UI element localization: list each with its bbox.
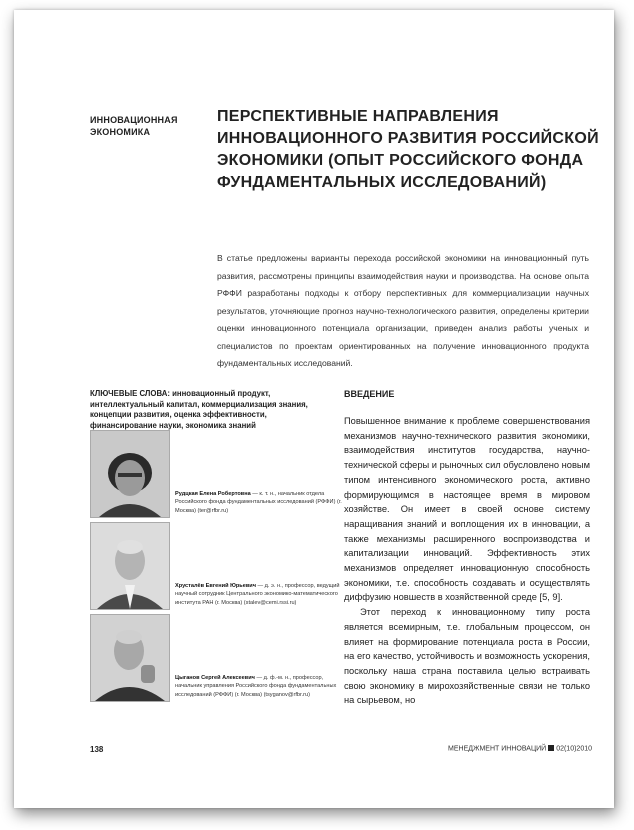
author-photo: [90, 614, 170, 702]
author-portrait-icon: [91, 431, 169, 517]
keywords-label: КЛЮЧЕВЫЕ СЛОВА:: [90, 389, 170, 398]
author-photo: [90, 522, 170, 610]
article-title: ПЕРСПЕКТИВНЫЕ НАПРАВЛЕНИЯ ИННОВАЦИОННОГО РАЗВИТИЯ РОССИЙСКОЙ ЭКОНОМИКИ (ОПЫТ РОССИЙСКОГО ФОНДА ФУНДАМЕНТАЛЬНЫХ ИССЛЕДОВАНИЙ): [217, 108, 599, 191]
journal-footer: [448, 745, 592, 753]
journal-name: МЕНЕДЖМЕНТ ИННОВАЦИЙ: [448, 745, 547, 753]
section-tag: ИННОВАЦИОННАЯ ЭКОНОМИКА: [90, 115, 178, 137]
author-details: — к. т. н., начальник отдела Российского фонда фундаментальных исследований (РФФИ) (г. Москва) (ter@rfbr.ru): [175, 490, 342, 515]
paragraph: Этот переход к инновационному типу роста является всемирным, т.е. глобальным процессом, он влияет на формирование потенциала роста в России, на его качество, устойчивость и возможность ускорения, поскольку наша страна поставила целью встраивать свою экономику в мирохозяйственные связи не только на сырьевом, но: [344, 607, 590, 706]
author-card: [90, 614, 345, 702]
abstract: В статье предложены варианты перехода российской экономики на инновационный путь развития, рассмотрены принципы взаимодействия науки и производства. На основе опыта РФФИ разработаны подходы к отбору перспективных для коммерциализации научных результатов, уточняющие прогноз научно-технологического развития, определены критерии оценки инновационного потенциала организации, приведен анализ работы ученых и специалистов по проектам ориентированных на получение инновационного продукта фундаментальных исследований.: [217, 253, 589, 368]
journal-issue: 02(10)2010: [556, 745, 592, 753]
square-icon: [548, 745, 554, 751]
author-info: [175, 582, 345, 608]
journal-page: [14, 10, 614, 808]
paragraph: Повышенное внимание к проблеме совершенствования механизмов научно-технического развития экономики, взаимодействия институтов государства, научно-технической сферы и рыночных сил обусловлено новым типом интенсивного экономического роста, активно формирующимся в настоящее время в мировом хозяйстве. Он имеет в своей основе систему наращивания знаний и воплощения их в инновации, а также механизмы расширенного воспроизводства и капитализации инноваций. Эффективность этих механизмов определяет инновационную способность экономики, т.е. способность создавать и осуществлять диффузию новшеств в хозяйственной среде [5, 9].: [344, 416, 590, 603]
author-name: Цыганов Сергей Алексеевич: [175, 674, 255, 681]
section-heading: ВВЕДЕНИЕ: [344, 389, 395, 399]
keywords: [90, 389, 330, 431]
author-card: [90, 430, 345, 518]
author-name: Рудцкая Елена Робертовна: [175, 490, 251, 497]
author-details: — д. ф.-м. н., профессор, начальник управления Российского фонда фундаментальных исследований (РФФИ) (г. Москва) (tsyganov@rfbr.ru): [175, 674, 337, 699]
author-info: [175, 674, 345, 700]
author-details: — д. э. н., профессор, ведущий научный сотрудник Центрального экономико-математического института РАН (г. Москва) (stalev@cemi.rssi.ru): [175, 582, 340, 607]
body-text: [344, 414, 590, 708]
author-portrait-icon: [91, 523, 169, 609]
author-info: [175, 490, 345, 516]
author-portrait-icon: [91, 615, 169, 701]
author-photo: [90, 430, 170, 518]
author-card: [90, 522, 345, 610]
keywords-text: инновационный продукт, интеллектуальный капитал, коммерциализация знания, концепции развития, оценка эффективности, финансирование науки, экономика знаний: [90, 389, 308, 430]
page-number: 138: [90, 745, 104, 754]
author-name: Хрусталёв Евгений Юрьевич: [175, 582, 256, 589]
